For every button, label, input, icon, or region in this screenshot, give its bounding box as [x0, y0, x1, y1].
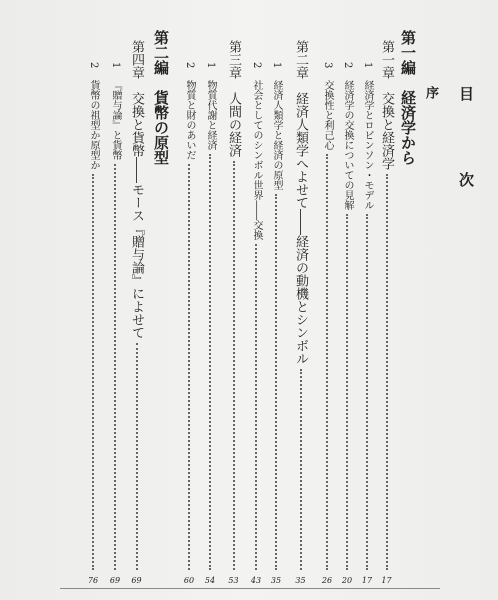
- chapter-heading: [294, 40, 307, 365]
- section-number: 2: [88, 62, 99, 69]
- page-number: 69: [131, 576, 142, 585]
- section-number: 3: [322, 62, 333, 69]
- dot-leader: [233, 161, 235, 570]
- entry-label: 社会としてのシンボル世界――交換: [251, 80, 262, 241]
- section-number: 1: [205, 62, 216, 69]
- page-number: 60: [183, 576, 195, 585]
- dot-leader: [209, 154, 211, 570]
- entry-label: 『贈与論』と貨幣: [110, 80, 121, 161]
- page-number: 17: [381, 576, 392, 585]
- entry-label: 交換性と利己心: [322, 80, 333, 151]
- entry-label: 経済人類学と経済の原型: [271, 80, 282, 191]
- chapter-heading: [130, 40, 143, 339]
- section-entry: [362, 62, 372, 210]
- dot-leader: [366, 214, 368, 570]
- entry-label: 貨幣の祖型か原型か: [88, 80, 99, 171]
- dot-leader: [92, 174, 94, 570]
- entry-label: 第二章 経済人類学へよせて――経済の動機とシンボル: [293, 40, 308, 365]
- section-entry: [322, 62, 332, 150]
- page-number: 76: [87, 576, 99, 585]
- page-number: 54: [204, 576, 216, 585]
- entry-label: 経済学の交換についての見解: [342, 80, 353, 211]
- page-number: 26: [321, 576, 333, 585]
- section-number: 1: [271, 62, 282, 69]
- section-number: 1: [362, 62, 373, 69]
- preface-entry: 序: [423, 86, 438, 99]
- dot-leader: [114, 164, 116, 570]
- page-number: 35: [270, 576, 282, 585]
- dot-leader: [300, 369, 302, 570]
- section-number: 2: [342, 62, 353, 69]
- dot-leader: [346, 214, 348, 570]
- section-entry: [184, 62, 194, 160]
- section-entry: [88, 62, 98, 170]
- section-entry: [110, 62, 120, 160]
- dot-leader: [255, 244, 257, 570]
- section-entry: [271, 62, 281, 190]
- dot-leader: [188, 164, 190, 570]
- entry-label: 第一章 交換と経済学: [379, 40, 394, 170]
- entry-label: 第四章 交換と貨幣――モース『贈与論』によせて: [129, 40, 144, 339]
- dot-leader: [386, 174, 388, 570]
- toc-title: 目 次: [457, 86, 475, 215]
- page-number: 43: [250, 576, 262, 585]
- entry-label: 第一編 経済学から: [399, 30, 417, 165]
- entry-label: 第三章 人間の経済: [226, 40, 241, 157]
- page-number: 69: [109, 576, 121, 585]
- dot-leader: [136, 343, 138, 570]
- section-number: 2: [184, 62, 195, 69]
- section-entry: [205, 62, 215, 150]
- page-number: 35: [295, 576, 306, 585]
- entry-label: 物質代謝と経済: [205, 80, 216, 151]
- bottom-rule: [60, 588, 440, 589]
- section-number: 1: [110, 62, 121, 69]
- page-number: 20: [341, 576, 353, 585]
- section-entry: [342, 62, 352, 210]
- chapter-heading: [227, 40, 240, 157]
- page-number: 53: [228, 576, 239, 585]
- part-heading: [153, 30, 168, 165]
- section-entry: [251, 62, 261, 240]
- chapter-heading: [380, 40, 393, 170]
- dot-leader: [275, 194, 277, 570]
- section-number: 2: [251, 62, 262, 69]
- entry-label: 物質と財のあいだ: [184, 80, 195, 161]
- entry-label: 第二編 貨幣の原型: [152, 30, 170, 165]
- dot-leader: [326, 154, 328, 570]
- entry-label: 経済学とロビンソン・モデル: [362, 80, 373, 211]
- part-heading: [400, 30, 415, 165]
- page-number: 17: [361, 576, 373, 585]
